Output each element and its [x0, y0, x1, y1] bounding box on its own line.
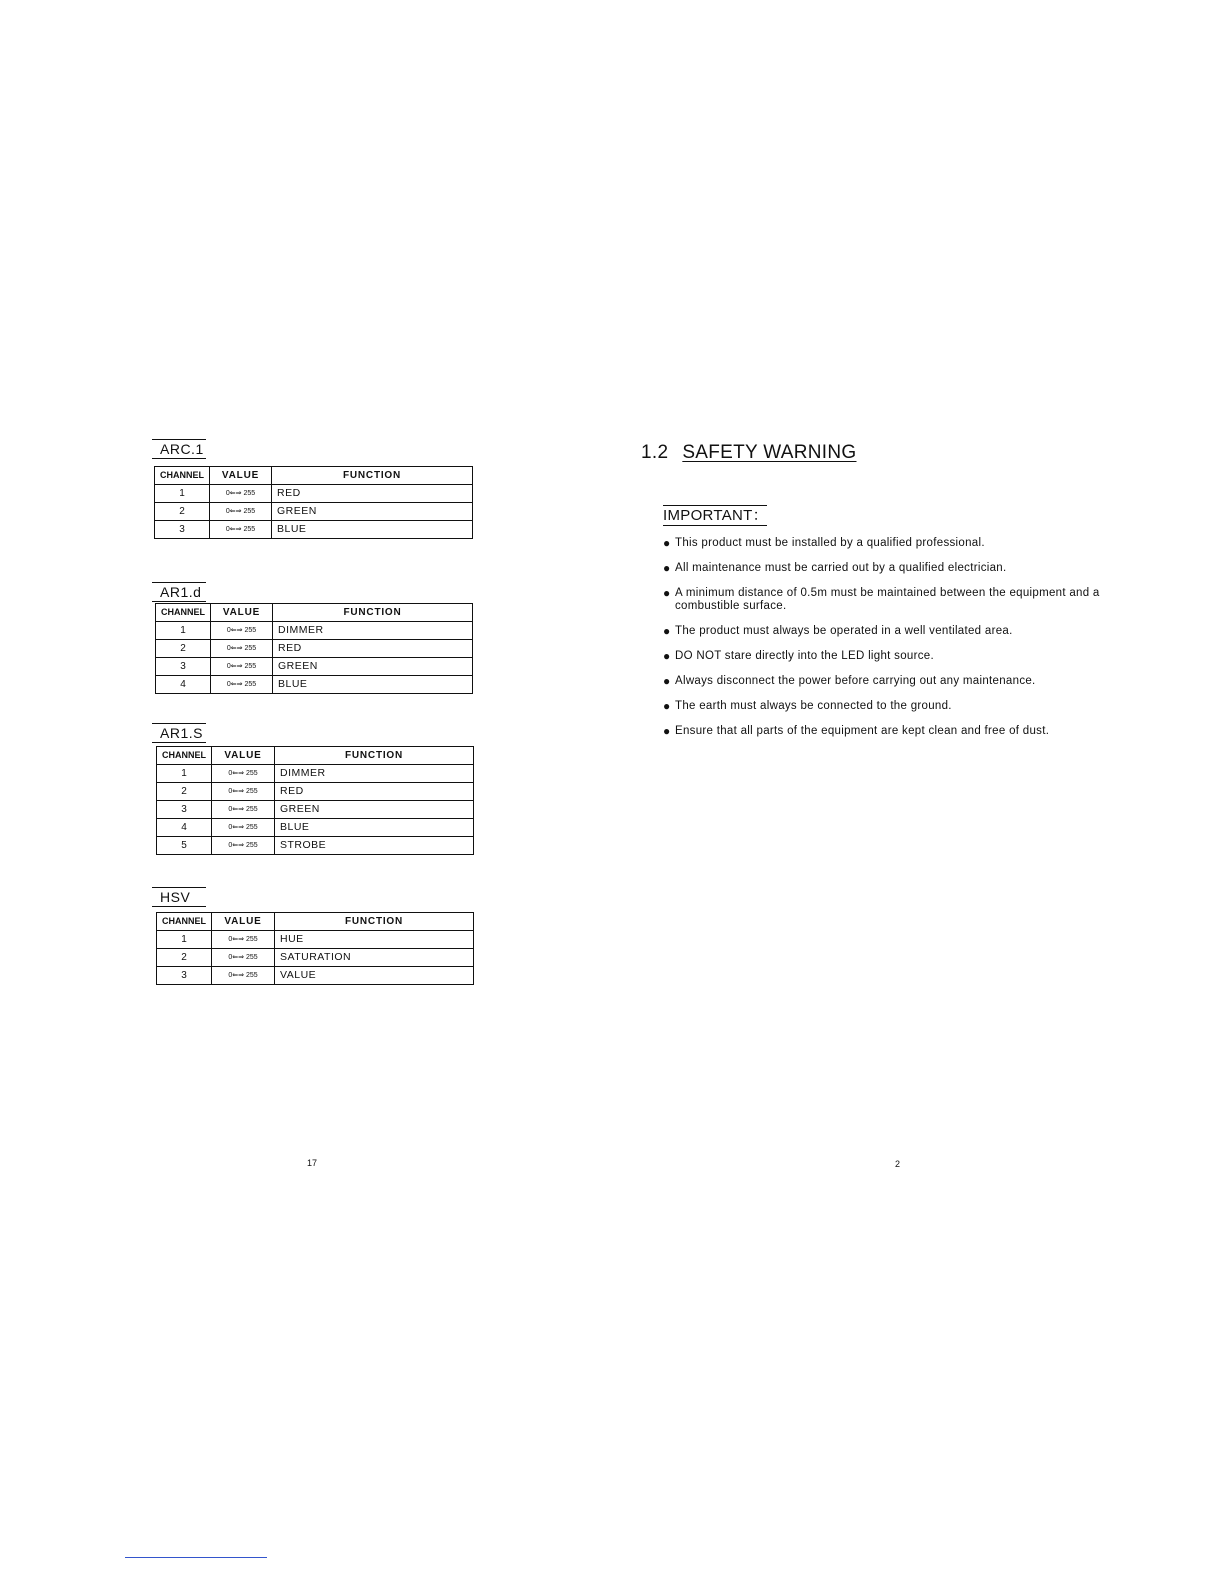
value-cell: 0⇐⇒ 255 — [211, 676, 273, 694]
warning-item — [663, 675, 1113, 688]
important-label: IMPORTANT： — [663, 507, 768, 524]
table-header-row — [156, 604, 473, 622]
value-cell: 0⇐⇒ 255 — [212, 783, 275, 801]
function-cell: GREEN — [273, 658, 473, 676]
value-cell: 0⇐⇒ 255 — [212, 931, 275, 949]
table-row — [157, 837, 474, 855]
function-cell: BLUE — [272, 521, 473, 539]
channel-cell: 4 — [156, 676, 211, 694]
warning-item — [663, 625, 1113, 638]
channel-cell: 1 — [157, 931, 212, 949]
function-cell: SATURATION — [275, 949, 474, 967]
header-function: FUNCTION — [275, 913, 474, 931]
channel-cell: 3 — [157, 967, 212, 985]
bullet-icon: ● — [663, 699, 671, 713]
warning-text: The earth must always be connected to the ground. — [675, 700, 952, 712]
header-channel: CHANNEL — [156, 604, 211, 622]
table-row — [155, 503, 473, 521]
channel-cell: 1 — [156, 622, 211, 640]
channel-cell: 3 — [157, 801, 212, 819]
warning-text: This product must be installed by a qualified professional. — [675, 537, 985, 549]
value-cell: 0⇐⇒ 255 — [212, 949, 275, 967]
function-cell: VALUE — [275, 967, 474, 985]
function-cell: STROBE — [275, 837, 474, 855]
table-header-row — [157, 913, 474, 931]
channel-cell: 2 — [156, 640, 211, 658]
channel-cell: 4 — [157, 819, 212, 837]
value-cell: 0⇐⇒ 255 — [211, 622, 273, 640]
table-row — [155, 485, 473, 503]
bullet-icon: ● — [663, 624, 671, 638]
table-title-hsv: HSV — [152, 887, 206, 907]
function-cell: DIMMER — [275, 765, 474, 783]
function-cell: RED — [273, 640, 473, 658]
function-cell: RED — [272, 485, 473, 503]
bullet-icon: ● — [663, 724, 671, 738]
footer-rule — [125, 1557, 267, 1558]
table-row — [157, 765, 474, 783]
table-row — [155, 521, 473, 539]
header-function: FUNCTION — [273, 604, 473, 622]
header-function: FUNCTION — [275, 747, 474, 765]
table-row — [156, 658, 473, 676]
warning-item — [663, 650, 1113, 663]
function-cell: GREEN — [272, 503, 473, 521]
header-function: FUNCTION — [272, 467, 473, 485]
value-cell: 0⇐⇒ 255 — [210, 521, 272, 539]
header-channel: CHANNEL — [157, 913, 212, 931]
table-title-ar1s: AR1.S — [152, 723, 206, 743]
value-cell: 0⇐⇒ 255 — [212, 801, 275, 819]
warning-text: A minimum distance of 0.5m must be maintained between the equipment and a combustible surface. — [675, 587, 1100, 612]
table-title-arc1: ARC.1 — [152, 439, 206, 459]
page-number-right: 2 — [895, 1159, 901, 1169]
dmx-table-ar1d — [155, 603, 473, 694]
function-cell: DIMMER — [273, 622, 473, 640]
channel-cell: 5 — [157, 837, 212, 855]
table-row — [156, 676, 473, 694]
channel-cell: 2 — [157, 949, 212, 967]
value-cell: 0⇐⇒ 255 — [211, 658, 273, 676]
warning-item — [663, 700, 1113, 713]
table-row — [157, 931, 474, 949]
warning-item — [663, 562, 1113, 575]
header-channel: CHANNEL — [157, 747, 212, 765]
channel-cell: 3 — [156, 658, 211, 676]
value-cell: 0⇐⇒ 255 — [211, 640, 273, 658]
warning-text: All maintenance must be carried out by a qualified electrician. — [675, 562, 1007, 574]
function-cell: BLUE — [275, 819, 474, 837]
channel-cell: 1 — [157, 765, 212, 783]
warning-text: Ensure that all parts of the equipment are kept clean and free of dust. — [675, 725, 1050, 737]
function-cell: HUE — [275, 931, 474, 949]
dmx-table-arc1 — [154, 466, 473, 539]
header-channel: CHANNEL — [155, 467, 210, 485]
section-title: SAFETY WARNING — [682, 442, 857, 463]
table-header-row — [157, 747, 474, 765]
section-heading — [641, 442, 857, 464]
dmx-table-hsv — [156, 912, 474, 985]
value-cell: 0⇐⇒ 255 — [210, 485, 272, 503]
warning-text: The product must always be operated in a well ventilated area. — [675, 625, 1013, 637]
warning-item — [663, 725, 1113, 738]
channel-cell: 3 — [155, 521, 210, 539]
table-header-row — [155, 467, 473, 485]
channel-cell: 2 — [157, 783, 212, 801]
header-value: VALUE — [212, 913, 275, 931]
channel-cell: 2 — [155, 503, 210, 521]
header-value: VALUE — [212, 747, 275, 765]
function-cell: GREEN — [275, 801, 474, 819]
value-cell: 0⇐⇒ 255 — [212, 837, 275, 855]
warning-item — [663, 587, 1113, 613]
bullet-icon: ● — [663, 649, 671, 663]
function-cell: BLUE — [273, 676, 473, 694]
table-row — [157, 819, 474, 837]
table-row — [157, 783, 474, 801]
table-title-ar1d: AR1.d — [152, 582, 206, 602]
bullet-icon: ● — [663, 674, 671, 688]
value-cell: 0⇐⇒ 255 — [212, 967, 275, 985]
warning-text: Always disconnect the power before carrying out any maintenance. — [675, 675, 1036, 687]
table-row — [157, 967, 474, 985]
table-row — [157, 801, 474, 819]
header-value: VALUE — [211, 604, 273, 622]
header-value: VALUE — [210, 467, 272, 485]
section-number: 1.2 — [641, 442, 669, 463]
warning-item — [663, 537, 1113, 550]
value-cell: 0⇐⇒ 255 — [212, 819, 275, 837]
bullet-icon: ● — [663, 536, 671, 550]
table-row — [156, 640, 473, 658]
warning-list — [663, 537, 1113, 750]
dmx-table-ar1s — [156, 746, 474, 855]
bullet-icon: ● — [663, 586, 671, 600]
table-row — [157, 949, 474, 967]
value-cell: 0⇐⇒ 255 — [210, 503, 272, 521]
value-cell: 0⇐⇒ 255 — [212, 765, 275, 783]
warning-text: DO NOT stare directly into the LED light source. — [675, 650, 934, 662]
right-page — [612, 0, 1224, 1584]
function-cell: RED — [275, 783, 474, 801]
bullet-icon: ● — [663, 561, 671, 575]
page-number-left: 17 — [307, 1158, 318, 1168]
table-row — [156, 622, 473, 640]
channel-cell: 1 — [155, 485, 210, 503]
